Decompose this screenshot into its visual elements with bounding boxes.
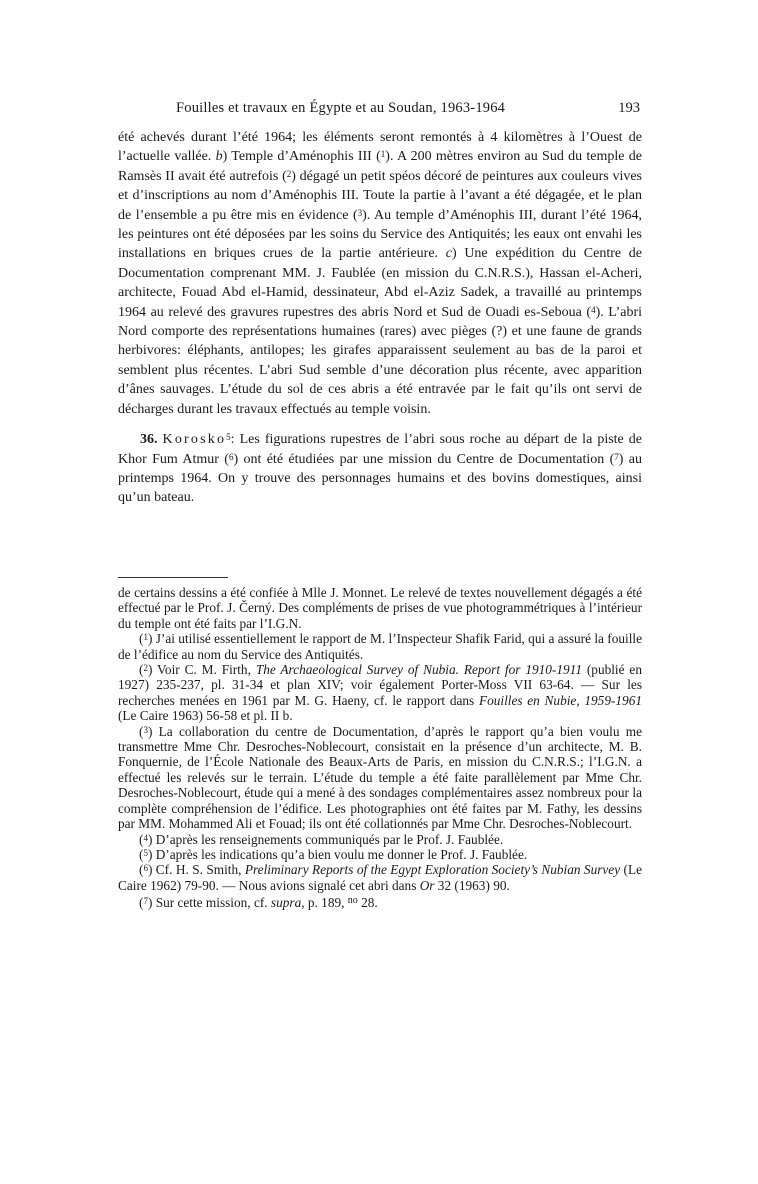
- footnote-1: ($^1$) J’ai utilisé essentiellement le rapport de M. l’Inspecteur Shafik Farid, qui a assuré la fouille de l’édifice au nom du Service des Antiquités.: [118, 631, 642, 662]
- footnote-ref: 6: [228, 451, 234, 462]
- page-number: 193: [618, 100, 640, 116]
- footnote-6: ($^6$) Cf. H. S. Smith, Preliminary Reports of the Egypt Exploration Society’s Nubian Survey (Le Caire 1962) 79-90. — Nous avions signalé cet abri dans Or 32 (1963) 90.: [118, 862, 642, 893]
- footnote-3: ($^3$) La collaboration du centre de Documentation, d’après le rapport qu’a bien voulu me transmettre Mme Chr. Desroches-Noblecourt, consistait en la présence d’un architecte, M. B. Fonquernie, de l’École Nationale des Beaux-Arts de Paris, en mission du C.N.R.S.; l’I.G.N. a effectué les relevés sur le terrain. L’étude du temple a été faite parallèlement par Mme Chr. Desroches-Noblecourt, étude qui a mené à des sondages complémentaires assez nombreux pour la complète compréhension de l’édifice. Les photographies ont été faites par M. Fathy, les dessins par MM. Mohammed Ali et Fouad; ils ont été collationnés par Mme Chr. Desroches-Noblecourt.: [118, 723, 642, 832]
- footnote-ref: 1: [380, 149, 386, 160]
- footnote-ref: 3: [357, 207, 363, 218]
- footnote-ref: 4: [591, 304, 596, 315]
- footnote-separator: [118, 577, 228, 578]
- footnote-7: ($^7$) Sur cette mission, cf. supra, p. 189, $^{no}$ 28.: [139, 895, 378, 911]
- footnote-ref: 7: [614, 451, 619, 462]
- footnote-5: ($^5$) D’après les indications qu’a bien voulu me donner le Prof. J. Faublée.: [139, 846, 528, 862]
- footnotes: [118, 585, 642, 911]
- footnote-2: ($^2$) Voir C. M. Firth, The Archaeological Survey of Nubia. Report for 1910-1911 (publié en 1927) 235-237, pl. 31-34 et plan XIV; voir également Porter-Moss VII 63-64. — Sur les recherches menées en 1961 par M. G. Haeny, cf. le rapport dans Fouilles en Nubie, 1959-1961 (Le Caire 1963) 56-58 et pl. II b.: [118, 662, 642, 724]
- section-number: 36.: [140, 432, 158, 448]
- running-title: Fouilles et travaux en Égypte et au Soudan, 1963-1964: [176, 100, 506, 116]
- paragraph: été achevés durant l’été 1964; les éléments seront remontés à 4 kilomètres à l’Ouest de l’actuelle vallée. b) Temple d’Aménophis III ($^1$). A 200 mètres environ au Sud du temple de Ramsès II avait été autrefois ($^2$) dégagé un petit spéos décoré de peintures aux couleurs vives et d’inscriptions au nom d’Aménophis III. Toute la partie à l’avant a été dégagée, et le plan de l’ensemble a pu être mis en évidence ($^3$). Au temple d’Aménophis III, durant l’été 1964, les peintures ont été déposées par les soins du Service des Antiquités; les eaux ont envahi les installations en briques crues de la partie antérieure. c) Une expédition du Centre de Documentation comprenant MM. J. Faublée (en mission du C.N.R.S.), Hassan el-Acheri, architecte, Fouad Abd el-Hamid, dessinateur, Abd el-Aziz Sadek, a travaillé au printemps 1964 au relevé des gravures rupestres des abris Nord et Sud de Ouadi es-Seboua ($^4$). L’abri Nord comporte des représentations humaines (rares) avec pièges (?) et une faune de grands herbivores: éléphants, antilopes; les girafes apparaissent seulement au bas de la paroi et semblent plus récentes. L’abri Sud semble d’une décoration plus récente, avec apparition d’ânes sauvages. L’étude du sol de ces abris a été entravée par le fait qu’ils ont servi de décharges durant les travaux effectués au temple voisin.: [118, 130, 643, 417]
- running-header: [118, 100, 640, 120]
- footnote-continuation: de certains dessins a été confiée à Mlle J. Monnet. Le relevé de textes nouvellement dégagés a été effectué par le Prof. J. Černý. Des compléments de prises de vue photogrammétriques à l’intérieur du temple ont été faits par l’I.G.N.: [118, 585, 642, 631]
- footnote-ref: 5: [226, 432, 231, 443]
- main-text: [118, 128, 642, 508]
- section-36: 36. Korosko$^5$: Les figurations rupestres de l’abri sous roche au départ de la piste de Khor Fum Atmur ($^6$) ont été étudiées par une mission du Centre de Documentation ($^7$) au printemps 1964. On y trouve des personnages humains et des bovins domestiques, ainsi qu’un bateau.: [118, 432, 642, 506]
- footnote-ref: 2: [286, 168, 292, 179]
- footnote-4: ($^4$) D’après les renseignements communiqués par le Prof. J. Faublée.: [139, 831, 504, 847]
- section-place: Korosko: [162, 432, 227, 448]
